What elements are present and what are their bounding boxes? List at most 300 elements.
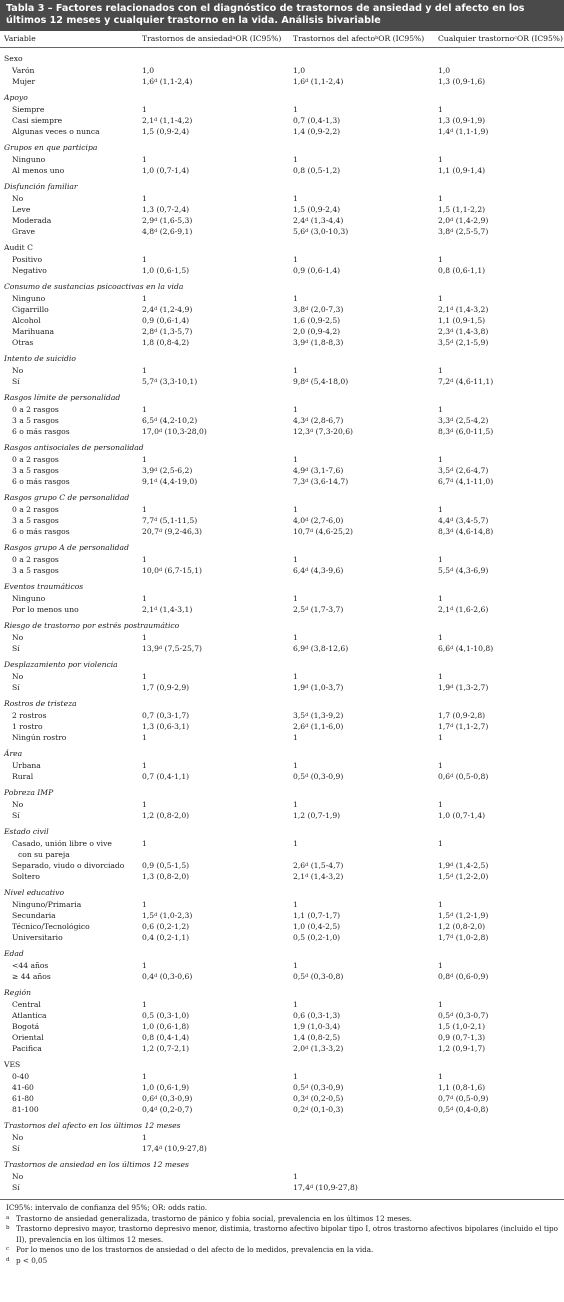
- significance-marker: d: [305, 606, 309, 612]
- or-value: 3,5$^d$ (2,1-5,9): [438, 338, 489, 347]
- or-value: 0,9 (0,6-1,4): [293, 266, 341, 275]
- group-row: [0, 237, 564, 254]
- or-value: 1: [438, 761, 443, 770]
- or-value: 1,9$^d$ (1,3-2,7): [438, 683, 489, 692]
- significance-marker: d: [158, 645, 163, 651]
- or-value: 2,3$^d$ (1,4-3,8): [438, 327, 489, 336]
- or-value: 4,4$^d$ (3,4-5,7): [438, 516, 489, 525]
- table-row: [0, 504, 564, 515]
- or-value: 0,4 (0,2-1,1): [142, 933, 190, 942]
- or-value: 1: [142, 1133, 147, 1142]
- or-value: 1: [438, 105, 443, 114]
- row-label: Sí: [12, 377, 20, 386]
- row-label: 6 o más rasgos: [12, 477, 70, 486]
- or-value: 2,4$^d$ (1,2-4,9): [142, 305, 193, 314]
- or-value: 1,4$^d$ (1,1-1,9): [438, 127, 489, 136]
- table-row: [0, 682, 564, 693]
- significance-marker: d: [450, 217, 454, 223]
- row-label: Sí: [12, 811, 20, 820]
- or-value: 1: [293, 155, 298, 164]
- row-label: Urbana: [12, 761, 41, 770]
- or-value: 2,0 (0,9-4,2): [293, 327, 341, 336]
- or-value: 0,6 (0,3-1,3): [293, 1011, 341, 1020]
- or-value: 0,8 (0,6-1,1): [438, 266, 486, 275]
- or-value: 1: [142, 672, 147, 681]
- row-label: Soltero: [12, 872, 40, 881]
- table-row: [0, 999, 564, 1010]
- row-label: 3 a 5 rasgos: [12, 416, 59, 425]
- table-row: [0, 1032, 564, 1043]
- group-row: [0, 348, 564, 365]
- or-value: 9,8$^d$ (5,4-18,0): [293, 377, 349, 386]
- or-value: 1,9$^d$ (1,0-3,7): [293, 683, 344, 692]
- or-value: [138, 1182, 289, 1193]
- group-row: [0, 1054, 564, 1071]
- or-value: 4,9$^d$ (3,1-7,6): [293, 466, 344, 475]
- row-label: Por lo menos uno: [12, 605, 79, 614]
- table-row: [0, 1010, 564, 1021]
- or-value: 1,5$^d$ (1,2-2,0): [438, 872, 489, 881]
- significance-marker: d: [305, 478, 309, 484]
- or-value: 1: [438, 594, 443, 603]
- significance-marker: d: [309, 1184, 314, 1190]
- row-label: Separado, viudo o divorciado: [12, 861, 125, 870]
- table-title: Tabla 3 – Factores relacionados con el diagnóstico de trastornos de ansiedad y del afecto en los últimos 12 meses y cualquier trastorno en la vida. Análisis bivariable: [0, 0, 564, 31]
- table-row: [0, 1021, 564, 1032]
- significance-marker: d: [450, 1106, 454, 1112]
- or-value: 1,2 (0,9-1,7): [438, 1044, 486, 1053]
- table-row: [0, 376, 564, 387]
- or-value: 1,9 (1,0-3,4): [293, 1022, 341, 1031]
- footnote-marker: c: [514, 35, 518, 41]
- or-value: 1: [438, 366, 443, 375]
- empty-cell: [289, 849, 434, 860]
- significance-marker: d: [305, 378, 309, 384]
- table-row: [0, 476, 564, 487]
- group-label: Audit C: [4, 243, 33, 252]
- group-label: Rasgos grupo A de personalidad: [4, 543, 129, 552]
- row-label: 0 a 2 rasgos: [12, 455, 59, 464]
- or-value: 1: [293, 294, 298, 303]
- significance-marker: d: [158, 1145, 163, 1151]
- footnote: [6, 1203, 558, 1214]
- significance-marker: d: [154, 417, 158, 423]
- or-value: 1: [293, 961, 298, 970]
- or-value: 1,0 (0,7-1,4): [438, 811, 486, 820]
- table-row: [0, 554, 564, 565]
- row-label: Ninguno: [12, 155, 46, 164]
- or-value: 1,5$^d$ (1,2-1,9): [438, 911, 489, 920]
- table-row: [0, 1082, 564, 1093]
- or-value: 1: [293, 555, 298, 564]
- row-label: Rural: [12, 772, 34, 781]
- or-value: 1: [438, 961, 443, 970]
- group-label: Eventos traumáticos: [4, 582, 84, 591]
- or-value: 10,7$^d$ (4,6-25,2): [293, 527, 354, 536]
- or-value: 1: [142, 1072, 147, 1081]
- or-value: 7,2$^d$ (4,6-11,1): [438, 377, 494, 386]
- row-label: 1 rostro: [12, 722, 43, 731]
- or-value: 1: [293, 761, 298, 770]
- group-row: [0, 821, 564, 838]
- empty-cell: [138, 849, 289, 860]
- table-row: [0, 426, 564, 437]
- table-row: [0, 454, 564, 465]
- significance-marker: d: [305, 228, 309, 234]
- table-row: [0, 671, 564, 682]
- group-row: [0, 537, 564, 554]
- row-label: Moderada: [12, 216, 52, 225]
- row-label: Atlantica: [12, 1011, 47, 1020]
- row-label: Varón: [12, 66, 35, 75]
- group-label: Disfunción familiar: [4, 182, 78, 191]
- group-row: [0, 87, 564, 104]
- significance-marker: d: [305, 1084, 309, 1090]
- group-row: [0, 982, 564, 999]
- table-row: [0, 960, 564, 971]
- or-value: 4,0$^d$ (2,7-6,0): [293, 516, 344, 525]
- or-value: 1: [293, 505, 298, 514]
- or-value: 2,1$^d$ (1,4-3,2): [438, 305, 489, 314]
- or-value: 1,6$^d$ (1,1-2,4): [142, 77, 193, 86]
- significance-marker: d: [154, 973, 158, 979]
- or-value: 1,7$^d$ (1,0-2,8): [438, 933, 489, 942]
- or-value: 12,3$^d$ (7,3-20,6): [293, 427, 354, 436]
- or-value: 3,3$^d$ (2,5-4,2): [438, 416, 489, 425]
- row-label: Secundaria: [12, 911, 56, 920]
- group-label: Área: [4, 749, 23, 758]
- or-value: 2,6$^d$ (1,5-4,7): [293, 861, 344, 870]
- row-label: No: [12, 1172, 24, 1181]
- significance-marker: d: [305, 467, 309, 473]
- or-value: 1: [142, 294, 147, 303]
- or-value: 1: [293, 255, 298, 264]
- table-row: [0, 799, 564, 810]
- or-value: 0,2$^d$ (0,1-0,3): [293, 1105, 344, 1114]
- row-label: 61-80: [12, 1094, 34, 1103]
- group-label: Riesgo de trastorno por estrés postraumático: [4, 621, 180, 630]
- table-body: [0, 48, 564, 1194]
- table-row: [0, 604, 564, 615]
- significance-marker: d: [154, 478, 158, 484]
- row-label: 0-40: [12, 1072, 30, 1081]
- table-row: [0, 215, 564, 226]
- significance-marker: d: [450, 973, 454, 979]
- or-value: 1: [438, 1000, 443, 1009]
- significance-marker: d: [154, 517, 158, 523]
- row-label: No: [12, 633, 24, 642]
- significance-marker: d: [158, 528, 163, 534]
- or-value: [289, 1143, 434, 1154]
- or-value: 2,1$^d$ (1,6-2,6): [438, 605, 489, 614]
- or-value: 0,5 (0,2-1,0): [293, 933, 341, 942]
- group-row: [0, 176, 564, 193]
- table-row: [0, 315, 564, 326]
- significance-marker: d: [450, 378, 454, 384]
- or-value: 1: [142, 594, 147, 603]
- significance-marker: d: [154, 467, 158, 473]
- row-label: 0 a 2 rasgos: [12, 555, 59, 564]
- column-header: Trastornos del afecto$^b$OR (IC95%): [289, 31, 434, 48]
- or-value: 0,8 (0,5-1,2): [293, 166, 341, 175]
- or-value: 1: [293, 594, 298, 603]
- table-row: [0, 838, 564, 849]
- table-row: [0, 860, 564, 871]
- footnote-marker: b: [375, 35, 379, 41]
- significance-marker: d: [450, 528, 454, 534]
- or-value: 1: [438, 505, 443, 514]
- table-row: [0, 165, 564, 176]
- or-value: 1: [142, 255, 147, 264]
- empty-cell: [434, 849, 564, 860]
- or-value: 5,6$^d$ (3,0-10,3): [293, 227, 349, 236]
- group-label: Trastornos del afecto en los últimos 12 meses: [4, 1121, 181, 1130]
- or-value: 1: [293, 672, 298, 681]
- or-value: 1,0: [293, 66, 306, 75]
- significance-marker: d: [305, 78, 309, 84]
- or-value: 0,6$^d$ (0,5-0,8): [438, 772, 489, 781]
- or-value: 8,3$^d$ (6,0-11,5): [438, 427, 494, 436]
- or-value: [434, 1182, 564, 1193]
- or-value: 1,6 (0,9-2,5): [293, 316, 341, 325]
- group-row: [0, 1115, 564, 1132]
- or-value: 6,6$^d$ (4,1-10,8): [438, 644, 494, 653]
- group-label: Rasgos grupo C de personalidad: [4, 493, 130, 502]
- significance-marker: d: [450, 339, 454, 345]
- row-label: No: [12, 672, 24, 681]
- significance-marker: d: [154, 117, 158, 123]
- footnote-mark: b: [6, 1225, 10, 1231]
- significance-marker: d: [450, 1095, 454, 1101]
- or-value: 1,2 (0,7-1,9): [293, 811, 341, 820]
- table-row: [0, 1043, 564, 1054]
- or-value: 1,7 (0,9-2,8): [438, 711, 486, 720]
- row-label: Central: [12, 1000, 41, 1009]
- significance-marker: d: [450, 723, 454, 729]
- or-value: 4,3$^d$ (2,8-6,7): [293, 416, 344, 425]
- group-label: Rasgos antisociales de personalidad: [4, 443, 144, 452]
- or-value: 1: [293, 194, 298, 203]
- table-row: [0, 921, 564, 932]
- significance-marker: d: [305, 862, 309, 868]
- or-value: 17,0$^d$ (10,3-28,0): [142, 427, 207, 436]
- group-label: Intento de suicidio: [4, 354, 76, 363]
- or-value: 0,5$^d$ (0,4-0,8): [438, 1105, 489, 1114]
- or-value: 1: [142, 405, 147, 414]
- table-row: [0, 1093, 564, 1104]
- or-value: 1: [293, 105, 298, 114]
- or-value: 0,7$^d$ (0,5-0,9): [438, 1094, 489, 1103]
- table-row: [0, 104, 564, 115]
- or-value: 1: [293, 733, 298, 742]
- or-value: 1: [142, 366, 147, 375]
- table-row-continuation: [0, 849, 564, 860]
- or-value: 1: [142, 761, 147, 770]
- or-value: 1: [293, 633, 298, 642]
- or-value: 3,8$^d$ (2,0-7,3): [293, 305, 344, 314]
- or-value: 0,4$^d$ (0,2-0,7): [142, 1105, 193, 1114]
- footnote-text: Trastorno de ansiedad generalizada, trastorno de pánico y fobia social, prevalencia en los últimos 12 meses.: [16, 1213, 412, 1223]
- or-value: 1: [142, 194, 147, 203]
- table-row: [0, 721, 564, 732]
- or-value: 1,0 (0,6-1,9): [142, 1083, 190, 1092]
- row-label: Positivo: [12, 255, 43, 264]
- row-label: Ninguno: [12, 294, 46, 303]
- or-value: 1: [438, 405, 443, 414]
- or-value: 1: [142, 1000, 147, 1009]
- table-row: [0, 515, 564, 526]
- row-label: Cigarrillo: [12, 305, 49, 314]
- or-value: 3,5$^d$ (2,6-4,7): [438, 466, 489, 475]
- or-value: 2,9$^d$ (1,6-5,3): [142, 216, 193, 225]
- group-label: Rostros de tristeza: [4, 699, 77, 708]
- footnote: [6, 1245, 558, 1256]
- significance-marker: d: [450, 773, 454, 779]
- footnote-mark: a: [6, 1214, 10, 1221]
- significance-marker: d: [450, 912, 454, 918]
- row-label: Ninguno/Primaria: [12, 900, 82, 909]
- significance-marker: d: [305, 712, 309, 718]
- table-row: [0, 871, 564, 882]
- significance-marker: d: [450, 567, 454, 573]
- or-value: 3,9$^d$ (2,5-6,2): [142, 466, 193, 475]
- group-label: Nivel educativo: [4, 888, 65, 897]
- row-label: Casado, unión libre o vive: [12, 839, 112, 848]
- table-row: [0, 65, 564, 76]
- table-row: [0, 1182, 564, 1193]
- or-value: 1: [142, 555, 147, 564]
- table-row: [0, 732, 564, 743]
- or-value: 13,9$^d$ (7,5-25,7): [142, 644, 203, 653]
- or-value: 1: [293, 405, 298, 414]
- significance-marker: d: [154, 228, 158, 234]
- group-label: Edad: [4, 949, 24, 958]
- or-value: 1: [438, 672, 443, 681]
- row-label: Ningún rostro: [12, 733, 67, 742]
- group-row: [0, 487, 564, 504]
- table-row: [0, 1071, 564, 1082]
- table-row: [0, 643, 564, 654]
- table-row: [0, 204, 564, 215]
- or-value: 2,8$^d$ (1,3-5,7): [142, 327, 193, 336]
- or-value: 1,2 (0,7-2,1): [142, 1044, 190, 1053]
- row-label: Sí: [12, 1183, 20, 1192]
- or-value: 10,0$^d$ (6,7-15,1): [142, 566, 203, 575]
- row-label: Oriental: [12, 1033, 44, 1042]
- footnote-text: Trastorno depresivo mayor, trastorno depresivo menor, distimia, trastorno afectivo bipolar tipo I, otros trastorno afectivos bipolares (incluido el tipo II), prevalencia en los últimos 12 meses.: [16, 1224, 558, 1244]
- or-value: 0,5$^d$ (0,3-0,7): [438, 1011, 489, 1020]
- group-label: VES: [4, 1060, 21, 1069]
- table-row: [0, 404, 564, 415]
- or-value: 1,1 (0,9-1,4): [438, 166, 486, 175]
- significance-marker: d: [450, 934, 454, 940]
- or-value: 1: [438, 839, 443, 848]
- significance-marker: d: [305, 306, 309, 312]
- significance-marker: d: [305, 773, 309, 779]
- or-value: 0,9 (0,7-1,3): [438, 1033, 486, 1042]
- significance-marker: d: [450, 428, 454, 434]
- or-value: 1,5$^d$ (1,0-2,3): [142, 911, 193, 920]
- group-row: [0, 654, 564, 671]
- significance-marker: d: [305, 1106, 309, 1112]
- column-header: Cualquier trastorno$^c$OR (IC95%): [434, 31, 564, 48]
- or-value: 1,1 (0,7-1,7): [293, 911, 341, 920]
- significance-marker: d: [309, 428, 314, 434]
- or-value: 1,1 (0,8-1,6): [438, 1083, 486, 1092]
- or-value: 1,5 (0,9-2,4): [142, 127, 190, 136]
- significance-marker: d: [450, 128, 454, 134]
- significance-marker: d: [305, 567, 309, 573]
- or-value: 0,3$^d$ (0,2-0,5): [293, 1094, 344, 1103]
- group-row: [0, 743, 564, 760]
- or-value: 0,5$^d$ (0,3-0,9): [293, 772, 344, 781]
- or-value: 0,5 (0,3-1,0): [142, 1011, 190, 1020]
- table-row: [0, 1104, 564, 1115]
- or-value: 1: [438, 194, 443, 203]
- footnotes: [0, 1200, 564, 1266]
- table-row: [0, 326, 564, 337]
- or-value: 8,3$^d$ (4,6-14,8): [438, 527, 494, 536]
- group-label: Pobreza IMP: [4, 788, 54, 797]
- row-label: Marihuana: [12, 327, 55, 336]
- or-value: 1: [293, 800, 298, 809]
- row-label: Mujer: [12, 77, 36, 86]
- group-label: Sexo: [4, 54, 23, 63]
- or-value: 1,5 (0,9-2,4): [293, 205, 341, 214]
- or-value: 1: [438, 555, 443, 564]
- significance-marker: d: [450, 478, 454, 484]
- or-value: [434, 1171, 564, 1182]
- significance-marker: d: [154, 378, 158, 384]
- group-row: [0, 782, 564, 799]
- table-row: [0, 760, 564, 771]
- row-label: 3 a 5 rasgos: [12, 466, 59, 475]
- significance-marker: d: [450, 328, 454, 334]
- group-row: [0, 882, 564, 899]
- or-value: 0,7 (0,3-1,7): [142, 711, 190, 720]
- footnote: [6, 1214, 558, 1225]
- footnote-marker: a: [232, 35, 236, 41]
- or-value: 2,6$^d$ (1,1-6,0): [293, 722, 344, 731]
- significance-marker: d: [158, 428, 163, 434]
- significance-marker: d: [305, 1095, 309, 1101]
- table-row: [0, 632, 564, 643]
- group-row: [0, 693, 564, 710]
- group-row: [0, 615, 564, 632]
- or-value: 1: [293, 1000, 298, 1009]
- group-label: Grupos en que participa: [4, 143, 98, 152]
- significance-marker: d: [305, 517, 309, 523]
- or-value: 6,5$^d$ (4,2-10,2): [142, 416, 198, 425]
- row-label: No: [12, 194, 24, 203]
- or-value: 1,7 (0,9-2,9): [142, 683, 190, 692]
- or-value: 1,2 (0,8-2,0): [438, 922, 486, 931]
- significance-marker: d: [450, 645, 454, 651]
- or-value: 1,3 (0,6-3,1): [142, 722, 190, 731]
- group-row: [0, 276, 564, 293]
- or-value: 0,9 (0,6-1,4): [142, 316, 190, 325]
- table-row: [0, 771, 564, 782]
- row-label: 6 o más rasgos: [12, 527, 70, 536]
- group-row: [0, 576, 564, 593]
- significance-marker: d: [154, 1106, 158, 1112]
- or-value: 2,1$^d$ (1,4-3,1): [142, 605, 193, 614]
- or-value: [434, 1143, 564, 1154]
- or-value: 1,5 (1,1-2,2): [438, 205, 486, 214]
- table-row: [0, 115, 564, 126]
- group-label: Estado civil: [4, 827, 49, 836]
- significance-marker: d: [305, 684, 309, 690]
